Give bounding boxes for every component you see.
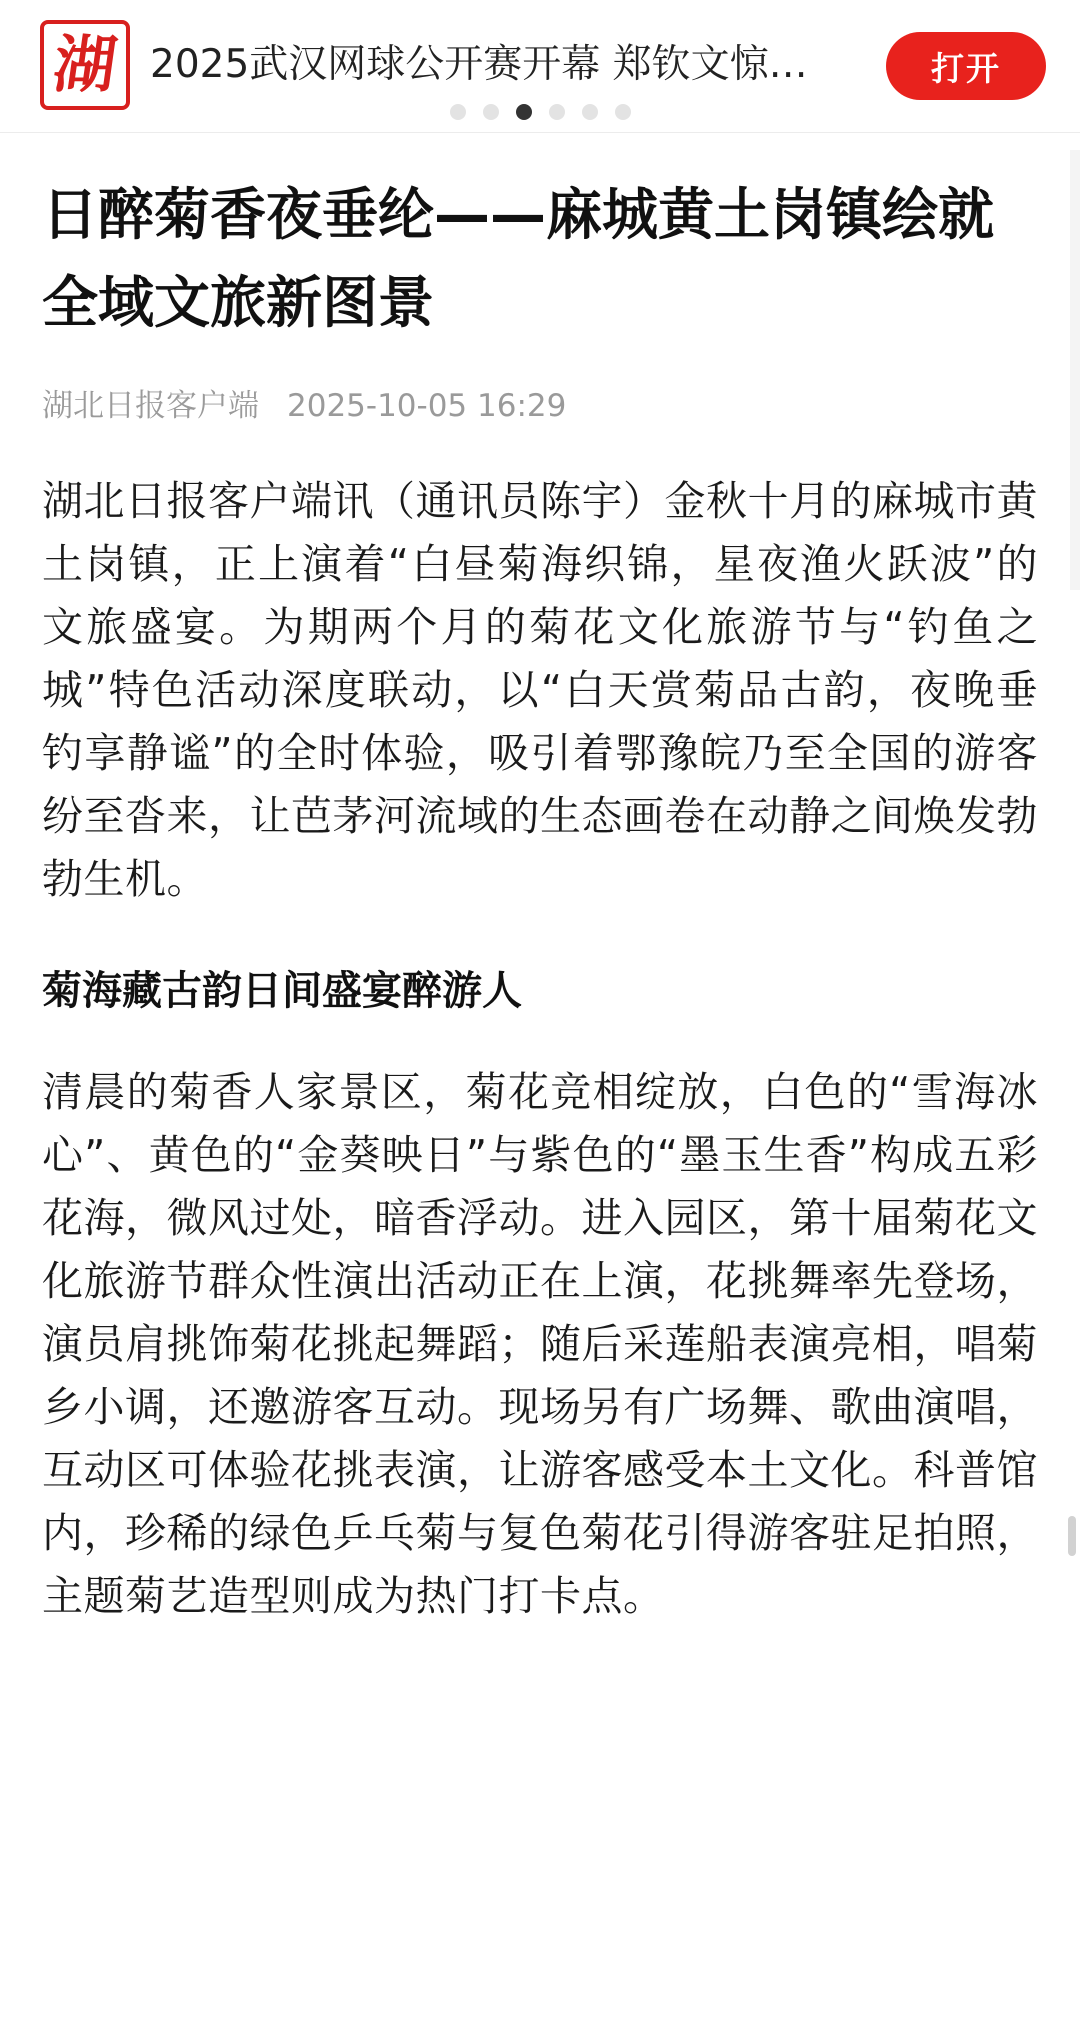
article-body — [42, 172, 1038, 1628]
carousel-dot — [483, 104, 499, 120]
carousel-dot-active — [516, 104, 532, 120]
banner-headline[interactable]: 2025武汉网球公开赛开幕 郑钦文惊… — [150, 42, 808, 87]
article-title: 日醉菊香夜垂纶——麻城黄土岗镇绘就全域文旅新图景 — [42, 183, 994, 336]
carousel-dot — [450, 104, 466, 120]
article-paragraph-2: 清晨的菊香人家景区，菊花竞相绽放，白色的“雪海冰心”、黄色的“金葵映日”与紫色的“墨玉生香”构成五彩花海，微风过处，暗香浮动。进入园区，第十届菊花文化旅游节群众性演出活动正在上演，花挑舞率先登场，演员肩挑饰菊花挑起舞蹈；随后采莲船表演亮相，唱菊乡小调，还邀游客互动。现场另有广场舞、歌曲演唱，互动区可体验花挑表演，让游客感受本土文化。科普馆内，珍稀的绿色乒乓菊与复色菊花引得游客驻足拍照，主题菊艺造型则成为热门打卡点。 — [42, 1068, 1038, 1620]
scrollbar-track — [1070, 150, 1080, 590]
scrollbar-thumb[interactable] — [1068, 1516, 1076, 1556]
section-heading: 菊海藏古韵日间盛宴醉游人 — [42, 968, 522, 1014]
open-app-button[interactable]: 打开 — [886, 32, 1046, 100]
article-source[interactable]: 湖北日报客户端 — [42, 388, 259, 424]
app-download-banner[interactable] — [0, 0, 1080, 133]
article-datetime: 2025-10-05 16:29 — [287, 388, 567, 424]
article-paragraph-1: 湖北日报客户端讯（通讯员陈宇）金秋十月的麻城市黄土岗镇，正上演着“白昼菊海织锦，星夜渔火跃波”的文旅盛宴。为期两个月的菊花文化旅游节与“钓鱼之城”特色活动深度联动，以“白天赏菊品古韵，夜晚垂钓享静谧”的全时体验，吸引着鄂豫皖乃至全国的游客纷至沓来，让芭茅河流域的生态画卷在动静之间焕发勃勃生机。 — [42, 477, 1038, 903]
carousel-dot — [549, 104, 565, 120]
carousel-dot — [582, 104, 598, 120]
hubei-daily-logo — [40, 20, 130, 110]
carousel-dots — [450, 104, 631, 120]
carousel-dot — [615, 104, 631, 120]
article-meta — [42, 382, 1038, 430]
logo-glyph: 湖 — [48, 28, 122, 101]
